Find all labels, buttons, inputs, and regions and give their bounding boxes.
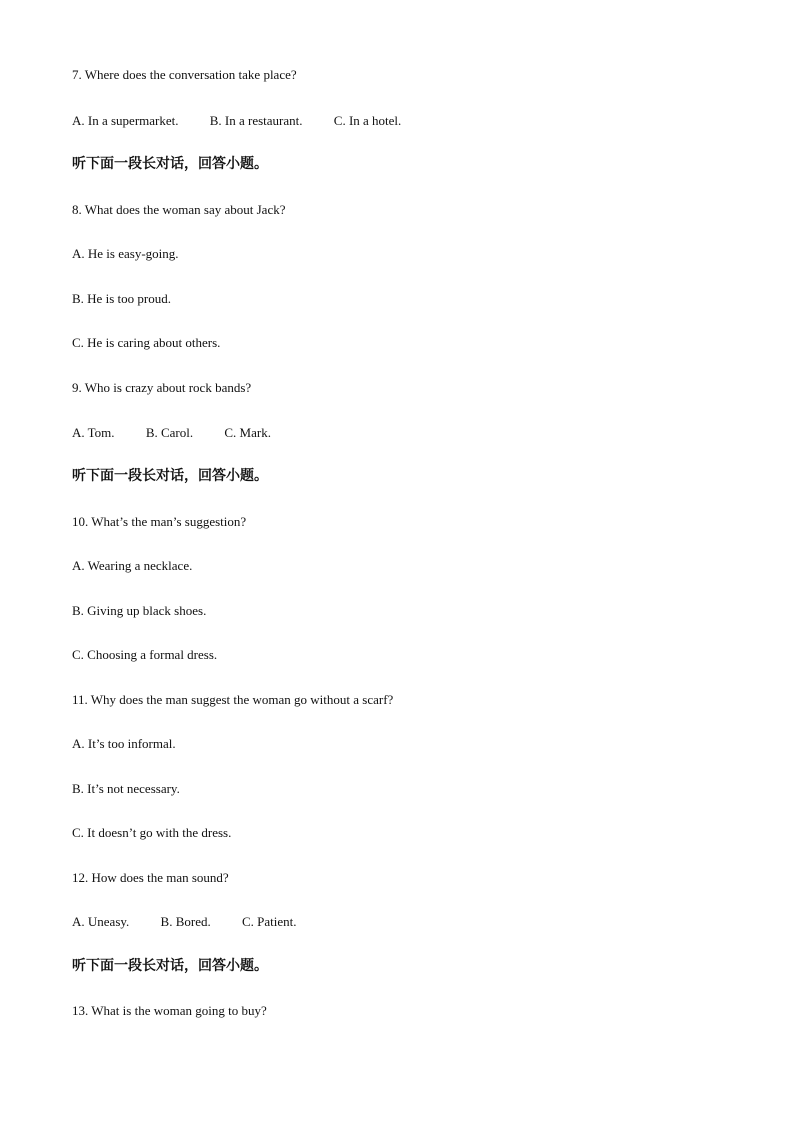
question-13: 13. What is the woman going to buy? <box>72 1003 267 1018</box>
option-10b: B. Giving up black shoes. <box>72 603 207 618</box>
question-7: 7. Where does the conversation take place? <box>72 67 297 82</box>
question-11: 11. Why does the man suggest the woman go without a scarf? <box>72 692 394 707</box>
section-heading-2: 听下面一段长对话，回答小题。 <box>72 468 268 484</box>
section-heading-3: 听下面一段长对话，回答小题。 <box>72 958 268 974</box>
option-11c: C. It doesn’t go with the dress. <box>72 825 232 840</box>
option-12c: C. Patient. <box>241 914 297 929</box>
option-10a: A. Wearing a necklace. <box>72 558 193 573</box>
option-7b: B. In a restaurant. <box>209 113 303 128</box>
option-10c: C. Choosing a formal dress. <box>72 647 218 662</box>
section-heading-1: 听下面一段长对话，回答小题。 <box>72 156 268 172</box>
question-9-options <box>72 425 271 441</box>
option-11a: A. It’s too informal. <box>72 736 176 751</box>
option-9a: A. Tom. <box>72 425 115 440</box>
option-7c: C. In a hotel. <box>333 113 402 128</box>
option-8c: C. He is caring about others. <box>72 335 221 350</box>
option-8b: B. He is too proud. <box>72 291 171 306</box>
option-12a: A. Uneasy. <box>72 914 130 929</box>
option-9b: B. Carol. <box>145 425 194 440</box>
option-12b: B. Bored. <box>160 914 211 929</box>
question-12-options <box>72 914 297 930</box>
question-9: 9. Who is crazy about rock bands? <box>72 380 252 395</box>
option-8a: A. He is easy-going. <box>72 246 179 261</box>
option-7a: A. In a supermarket. <box>72 113 179 128</box>
option-11b: B. It’s not necessary. <box>72 781 180 796</box>
option-9c: C. Mark. <box>224 425 271 440</box>
question-8: 8. What does the woman say about Jack? <box>72 202 286 217</box>
question-7-options <box>72 113 401 129</box>
question-10: 10. What’s the man’s suggestion? <box>72 514 247 529</box>
question-12: 12. How does the man sound? <box>72 870 229 885</box>
